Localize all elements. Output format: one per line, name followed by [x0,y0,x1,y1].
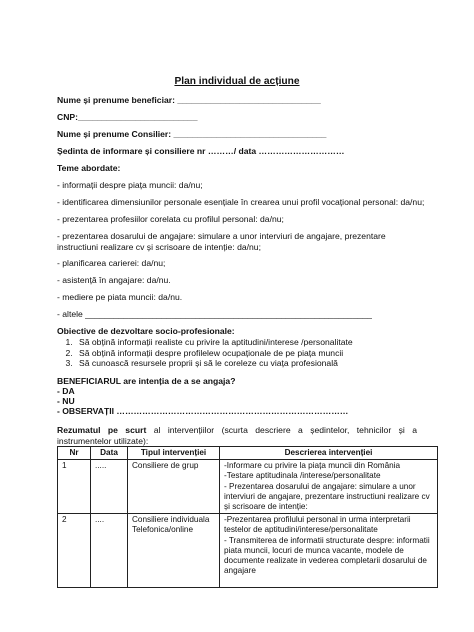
table-header-row [58,447,438,460]
document-title: Plan individual de acțiune [174,76,300,87]
cell-type: Consiliere de grup [128,460,220,514]
cell-nr: 1 [58,460,91,514]
column-header-nr: Nr [58,447,91,460]
topic-item: - mediere pe piata muncii: da/nu. [57,292,183,302]
column-header-data: Data [91,447,128,460]
cell-date: .... [91,514,128,588]
objective-item: 2. Să obțină informații despre profilelew ocupaționale de pe piața muncii [75,348,455,359]
topic-item: - identificarea dimensiunilor personale esențiale în crearea unui profil vocațional personal: da/nu; [57,197,425,207]
field-session: Ședinta de informare și consiliere nr ………/ data ………………………… [57,146,345,156]
topic-item: - asistență în angajare: da/nu. [57,275,171,285]
field-cnp: CNP:_________________________ [57,112,198,122]
cell-description [220,514,438,588]
summary-paragraph [57,425,417,446]
interventions-table [57,446,438,588]
cell-nr: 2 [58,514,91,588]
cell-date: ..... [91,460,128,514]
description-line: -Testare aptitudinala /interese/personalitate [224,471,381,481]
intention-question: BENEFICIARUL are intenția de a se angaja? [57,376,236,386]
intention-observations: - OBSERVAȚII ……………………………………………………………………… [57,406,349,416]
field-beneficiary-name: Nume și prenume beneficiar: ______________________________ [57,95,321,105]
topic-item: - prezentarea profesiilor corelata cu profilul personal: da/nu; [57,214,284,224]
objectives-list [57,337,455,369]
objectives-heading: Obiective de dezvoltare socio-profesionale: [57,326,235,336]
topic-item: - planificarea carierei: da/nu; [57,258,166,268]
cell-description [220,460,438,514]
topic-item: - prezentarea dosarului de angajare: simulare a unor interviuri de angajare, prezentare instructiuni realizare cv și scrisoare de intenție: da/nu; [57,231,386,252]
topics-heading: Teme abordate: [57,163,121,173]
table-row [58,514,438,588]
topic-item: - informații despre piața muncii: da/nu; [57,180,203,190]
description-line: -Informare cu privire la piața muncii din România [224,461,401,471]
summary-text: al intervențiilor (scurta descriere a ședintelor, tehnicilor și a instrumentelor utilizate): [57,425,417,446]
description-line: -Prezentarea profilului personal in urma interpretarii testelor de aptitudini/interese/personalitate [224,515,411,535]
column-header-type: Tipul intervenției [128,447,220,460]
objective-item: 3. Să cunoască resursele proprii și să le coreleze cu viața profesională [75,358,455,369]
table-row [58,460,438,514]
summary-label: Rezumatul pe scurt [57,425,147,435]
objective-item: 1. Să obțină informații realiste cu privire la aptitudini/interese /personalitate [75,337,455,348]
cell-type: Consiliere individuala Telefonica/online [128,514,220,588]
field-counselor-name: Nume și prenume Consilier: ________________________________ [57,129,327,139]
column-header-description: Descrierea intervenției [220,447,438,460]
description-line: - Transmiterea de informatii structurate despre: informatii piata muncii, locuri de munca vacante, modele de documente realizate in vederea completarii dosarului de angajare [224,535,430,576]
intention-option-no: - NU [57,396,75,406]
intention-option-yes: - DA [57,386,75,396]
description-line: - Prezentarea dosarului de angajare: simulare a unor interviuri de angajare, prezentare instructiuni realizare cv și scrisoare de intenție: [224,481,430,512]
topic-item: - altele ____________________________________________________________ [57,309,372,319]
